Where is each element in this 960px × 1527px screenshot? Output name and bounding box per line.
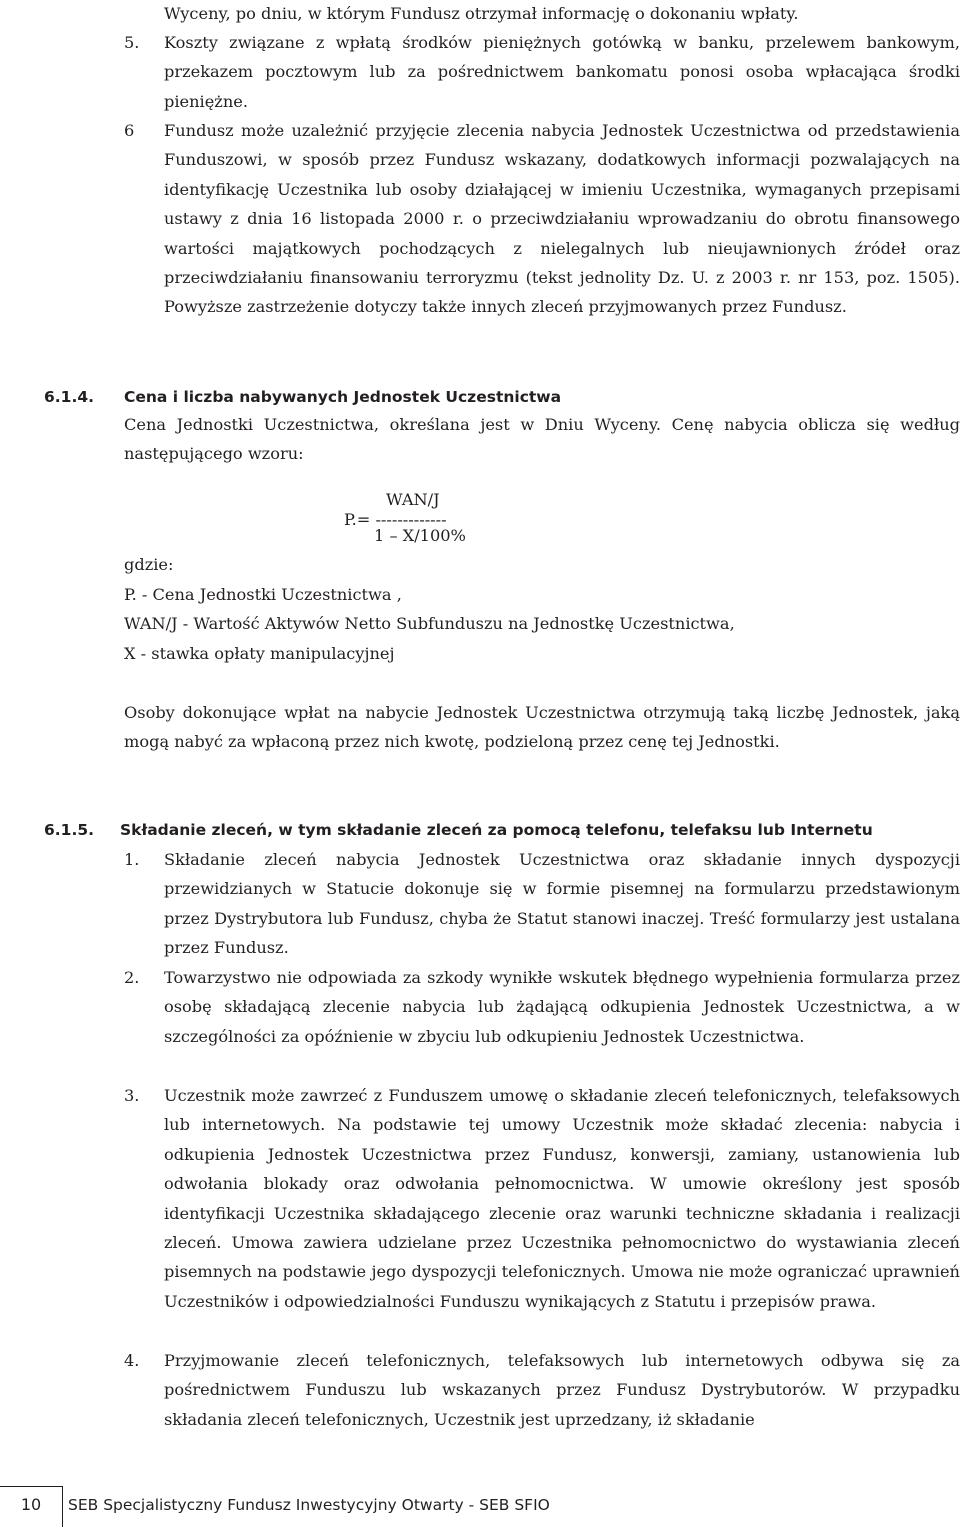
section-title: Cena i liczba nabywanych Jednostek Uczestnictwa: [124, 388, 562, 406]
definition-wan: WAN/J - Wartość Aktywów Netto Subfunduszu na Jednostkę Uczestnictwa,: [124, 614, 735, 633]
list-item-text: Uczestnik może zawrzeć z Funduszem umowę o składanie zleceń telefonicznych, telefaksowych lub internetowych. Na podstawie tej umowy Uczestnik może składać zlecenia: nabycia i odkupienia Jednostek Uczestnictwa przez Fundusz, konwersji, zamiany, ustanowienia lub odwołania blokady oraz odwołania pełnomocnictwa. W umowie określony jest sposób identyfikacji Uczestnika składającego zlecenie oraz warunki techniczne składania i realizacji zleceń. Umowa zawiera udzielane przez Uczestnika pełnomocnictwo do wystawiania zleceń pisemnych na podstawie jego dyspozycji telefonicznych. Umowa nie może ograniczać uprawnień Uczestników i odpowiedzialności Funduszu wynikających z Statutu i przepisów prawa.: [164, 1086, 960, 1311]
definition-x: X - stawka opłaty manipulacyjnej: [124, 644, 395, 663]
closing-paragraph: Osoby dokonujące wpłat na nabycie Jednostek Uczestnictwa otrzymują taką liczbę Jednostek, jaką mogą nabyć za wpłaconą przez nich kwotę, podzieloną przez cenę tej Jednostki.: [124, 703, 960, 752]
section-number: 6.1.5.: [44, 821, 95, 839]
list-number: 1.: [124, 850, 140, 869]
list-item-text: Przyjmowanie zleceń telefonicznych, telefaksowych lub internetowych odbywa się za pośrednictwem Funduszu lub wskazanych przez Fundusz Dystrybutorów. W przypadku składania zleceń telefonicznych, Uczestnik jest uprzedzany, iż składanie: [164, 1351, 960, 1429]
list-item-text: Składanie zleceń nabycia Jednostek Uczestnictwa oraz składanie innych dyspozycji przewidzianych w Statucie dokonuje się w formie pisemnej na formularzu przedstawionym przez Dystrybutora lub Fundusz, chyba że Statut stanowi inaczej. Treść formularzy jest ustalana przez Fundusz.: [164, 850, 960, 958]
list-item-text: Koszty związane z wpłatą środków pieniężnych gotówką w banku, przelewem bankowym, przekazem pocztowym lub za pośrednictwem bankomatu ponosi osoba wpłacająca środki pieniężne.: [164, 33, 960, 111]
list-number: 6: [124, 121, 135, 140]
list-number: 4.: [124, 1351, 140, 1370]
definition-p: P. - Cena Jednostki Uczestnictwa ,: [124, 585, 402, 604]
formula-denominator: 1 – X/100%: [374, 526, 466, 545]
section-title: Składanie zleceń, w tym składanie zleceń za pomocą telefonu, telefaksu lub Internetu: [120, 821, 873, 839]
list-number: 2.: [124, 968, 140, 987]
list-number: 3.: [124, 1086, 140, 1105]
section-number: 6.1.4.: [44, 388, 95, 406]
formula-numerator: WAN/J: [386, 490, 440, 509]
formula-lhs: P.= -------------: [344, 510, 447, 529]
page-number: 10: [20, 1495, 42, 1514]
list-number: 5.: [124, 33, 140, 52]
section-intro: Cena Jednostki Uczestnictwa, określana jest w Dniu Wyceny. Cenę nabycia oblicza się według następującego wzoru:: [124, 415, 960, 464]
continuation-text: Wyceny, po dniu, w którym Fundusz otrzymał informację o dokonaniu wpłaty.: [164, 4, 799, 23]
gdzie-label: gdzie:: [124, 555, 174, 574]
list-item-text: Fundusz może uzależnić przyjęcie zlecenia nabycia Jednostek Uczestnictwa od przedstawienia Funduszowi, w sposób przez Fundusz wskazany, dodatkowych informacji pozwalających na identyfikację Uczestnika lub osoby działającej w imieniu Uczestnika, wymaganych przepisami ustawy z dnia 16 listopada 2000 r. o przeciwdziałaniu wprowadzaniu do obrotu finansowego wartości majątkowych pochodzących z nielegalnych lub nieujawnionych źródeł oraz przeciwdziałaniu finansowaniu terroryzmu (tekst jednolity Dz. U. z 2003 r. nr 153, poz. 1505). Powyższe zastrzeżenie dotyczy także innych zleceń przyjmowanych przez Fundusz.: [164, 121, 960, 317]
list-item-text: Towarzystwo nie odpowiada za szkody wynikłe wskutek błędnego wypełnienia formularza przez osobę składającą zlecenie nabycia lub żądającą odkupienia Jednostek Uczestnictwa, a w szczególności za opóźnienie w zbyciu lub odkupieniu Jednostek Uczestnictwa.: [164, 968, 960, 1046]
footer-title: SEB Specjalistyczny Fundusz Inwestycyjny Otwarty - SEB SFIO: [68, 1496, 550, 1514]
